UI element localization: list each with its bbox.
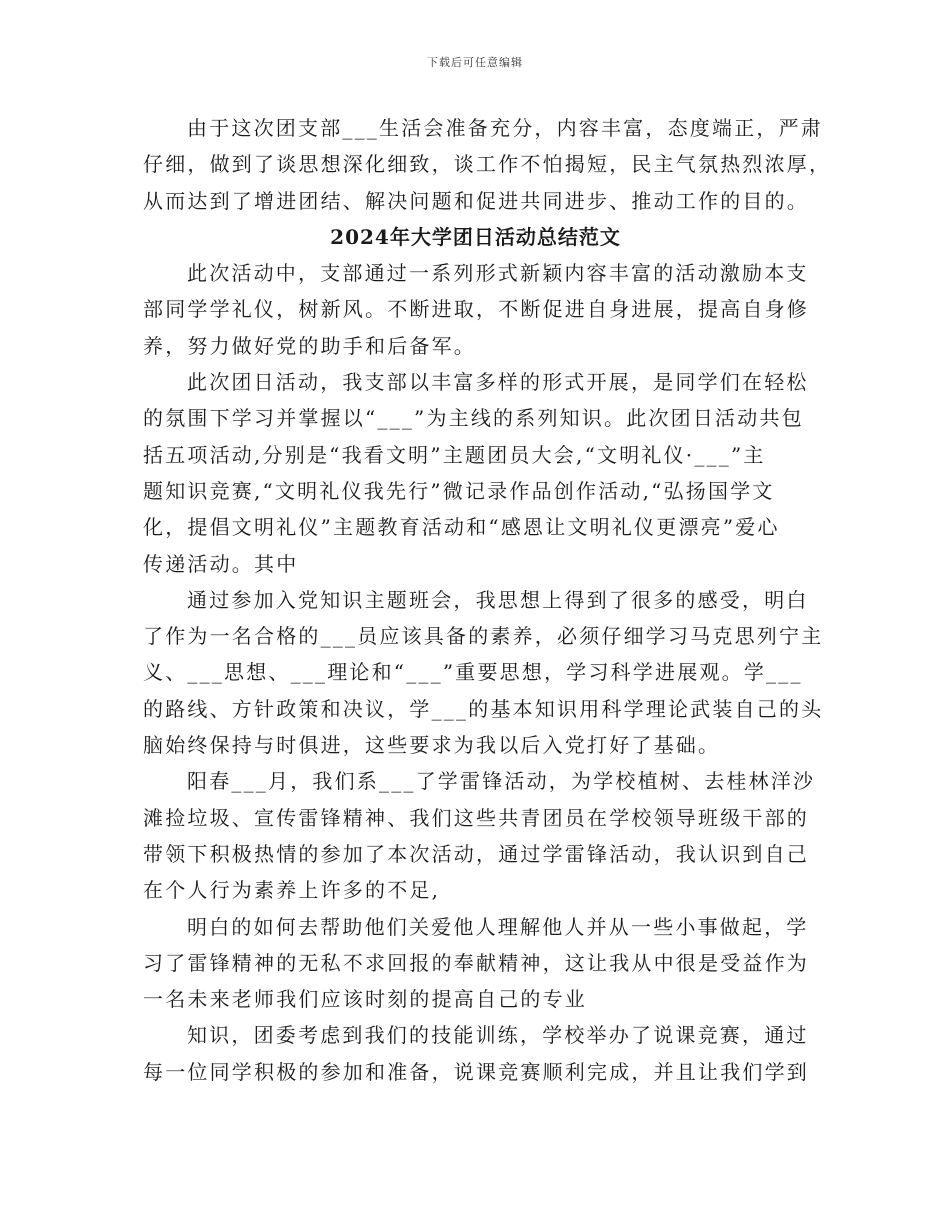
document-title: 2024年大学团日活动总结范文: [330, 224, 621, 249]
paragraph-line: 的路线、方针政策和决议，学___的基本知识用科学理论武装自己的头: [143, 696, 824, 721]
paragraph-line: 通过参加入党知识主题班会，我思想上得到了很多的感受，明白: [187, 587, 809, 612]
paragraph-5: [143, 763, 816, 908]
paragraph-line: 了作为一名合格的___员应该具备的素养，必须仔细学习马克思列宁主: [143, 624, 824, 649]
paragraph-line: 传递活动。其中: [143, 551, 299, 576]
paragraph-line: 带领下积极热情的参加了本次活动，通过学雷锋活动，我认识到自己: [143, 841, 809, 866]
paragraph-7: [143, 1017, 808, 1090]
paragraph-line: 从而达到了增进团结、解决问题和促进共同进步、推动工作的目的。: [143, 188, 809, 213]
paragraph-line: 滩捡垃圾、宣传雷锋精神、我们这些共青团员在学校领导班级干部的: [143, 805, 809, 830]
paragraph-line: 题知识竞赛,“文明礼仪我先行”微记录作品创作活动,“弘扬国学文: [143, 478, 775, 503]
paragraph-line: 仔细，做到了谈思想深化细致，谈工作不怕揭短，民主气氛热烈浓厚，: [143, 152, 832, 177]
paragraph-6: [143, 909, 808, 1018]
paragraph-line: 在个人行为素养上许多的不足,: [143, 878, 441, 903]
paragraph-line: 明白的如何去帮助他们关爱他人理解他人并从一些小事做起，学: [187, 914, 809, 939]
paragraph-line: 习了雷锋精神的无私不求回报的奉献精神，这让我从中很是受益作为: [143, 950, 809, 975]
paragraph-line: 部同学学礼仪，树新风。不断进取，不断促进自身进展，提高自身修: [143, 297, 809, 322]
paragraph-3: [143, 364, 808, 582]
paragraph-line: 养，努力做好党的助手和后备军。: [143, 333, 476, 358]
paragraph-line: 每一位同学积极的参加和准备，说课竞赛顺利完成，并且让我们学到: [143, 1059, 809, 1084]
paragraph-line: 阳春___月，我们系___了学雷锋活动，为学校植树、去桂林洋沙: [187, 769, 816, 794]
paragraph-line: 括五项活动,分别是“我看文明”主题团员大会,“文明礼仪·___”主: [143, 442, 766, 467]
paragraph-line: 此次团日活动，我支部以丰富多样的形式开展，是同学们在轻松: [187, 370, 809, 395]
paragraph-2: [143, 255, 808, 364]
paragraph-line: 此次活动中，支部通过一系列形式新颖内容丰富的活动激励本支: [187, 261, 809, 286]
paragraph-4: [143, 582, 824, 763]
document-body: [143, 110, 832, 1090]
paragraph-1: [143, 110, 832, 219]
paragraph-line: 由于这次团支部___生活会准备充分，内容丰富，态度端正，严肃: [187, 116, 823, 140]
paragraph-line: 义、___思想、___理论和“___”重要思想，学习科学进展观。学___: [143, 660, 803, 685]
paragraph-line: 脑始终保持与时俱进，这些要求为我以后入党打好了基础。: [143, 733, 721, 758]
paragraph-line: 化，提倡文明礼仪”主题教育活动和“感恩让文明礼仪更漂亮”爱心: [143, 515, 780, 540]
paragraph-line: 的氛围下学习并掌握以“___”为主线的系列知识。此次团日活动共包: [143, 406, 804, 431]
paragraph-line: 知识，团委考虑到我们的技能训练，学校举办了说课竞赛，通过: [187, 1023, 809, 1048]
paragraph-line: 一名未来老师我们应该时刻的提高自己的专业: [143, 987, 587, 1012]
page-header: 下载后可任意编辑: [427, 56, 523, 69]
